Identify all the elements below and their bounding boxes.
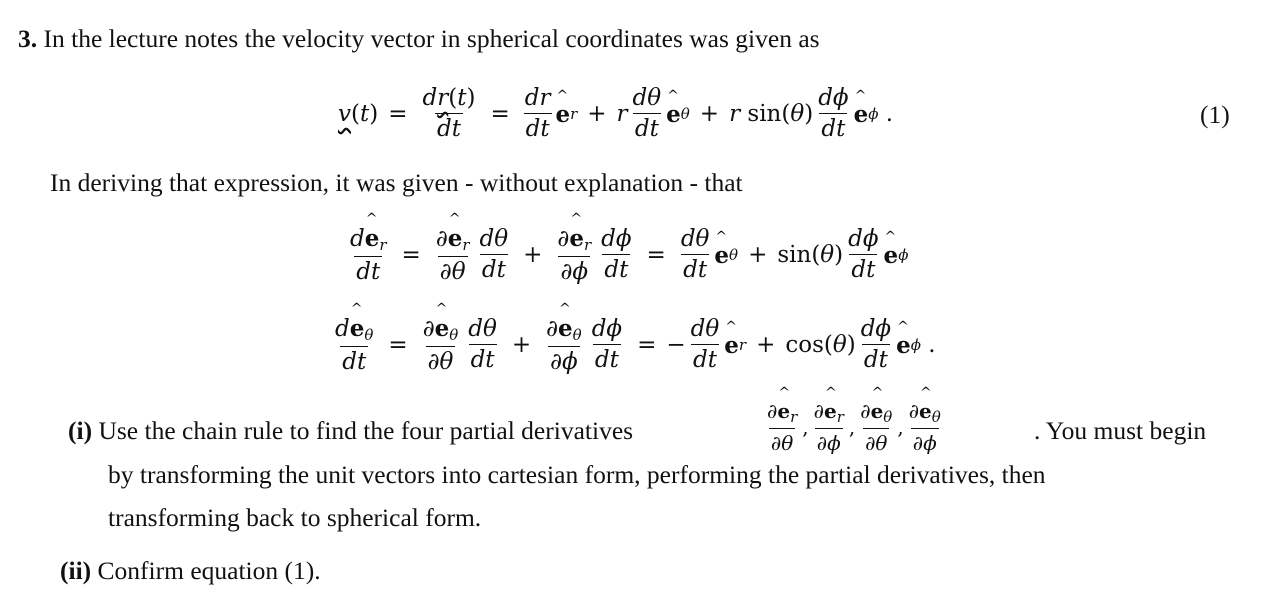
question-middle: In deriving that expression, it was given - without explanation - that bbox=[50, 168, 743, 197]
part-i-text-after: . You must begin bbox=[1034, 416, 1207, 445]
part-ii-text: Confirm equation (1). bbox=[97, 556, 321, 585]
part-i-line1 bbox=[68, 416, 633, 446]
equation-number: (1) bbox=[1200, 100, 1230, 129]
question-intro: In the lecture notes the velocity vector in spherical coordinates was given as bbox=[43, 24, 820, 53]
question-intro-line bbox=[18, 24, 820, 54]
four-partials: $\frac{\partial\^{} e_r}{\partial\theta}$ , $\frac{\partial\^{} e_r}{\partial\phi}$ , $\frac{\partial\^{} e_\theta}{\partial\theta}$ , $\frac{\partial\^{} e_\theta}{\partial\phi}$ bbox=[762, 400, 946, 454]
part-ii-label: (ii) bbox=[60, 556, 92, 585]
question-number: 3. bbox=[18, 24, 38, 53]
part-ii-line bbox=[60, 556, 321, 586]
part-i-line2: by transforming the unit vectors into cartesian form, performing the partial derivatives, then bbox=[108, 460, 1046, 489]
part-i-text-before: Use the chain rule to find the four partial derivatives bbox=[98, 416, 634, 445]
part-i-line3: transforming back to spherical form. bbox=[108, 503, 482, 532]
der-dt-equation: $\frac{d\^{} e_r}{dt}$ = $\frac{\partial\^{} e_r}{\partial\theta}$ $\frac{d\theta}{dt}$ + $\frac{\partial\^{} e_r}{\partial\phi}$ $\frac{d\phi}{dt}$ = $\frac{d\theta}{dt}$ ^ e θ + sin( θ ) $\frac{d\phi}{dt}$ ^ e ϕ bbox=[345, 226, 908, 285]
part-i-label: (i) bbox=[68, 416, 93, 445]
velocity-equation: v ( t ) = $\frac{dr(t)}{dt}$ = $\frac{dr}{dt}$ ^ e r + r $\frac{d\theta}{dt}$ ^ e θ + r sin( θ ) $\frac{d\phi}{dt}$ ^ e ϕ . bbox=[338, 86, 893, 143]
detheta-dt-equation: $\frac{d\^{} e_\theta}{dt}$ = $\frac{\partial\^{} e_\theta}{\partial\theta}$ $\frac{d\theta}{dt}$ + $\frac{\partial\^{} e_\theta}{\partial\phi}$ $\frac{d\phi}{dt}$ = − $\frac{d\theta}{dt}$ ^ e r + cos( θ ) $\frac{d\phi}{dt}$ ^ e ϕ . bbox=[330, 316, 936, 375]
